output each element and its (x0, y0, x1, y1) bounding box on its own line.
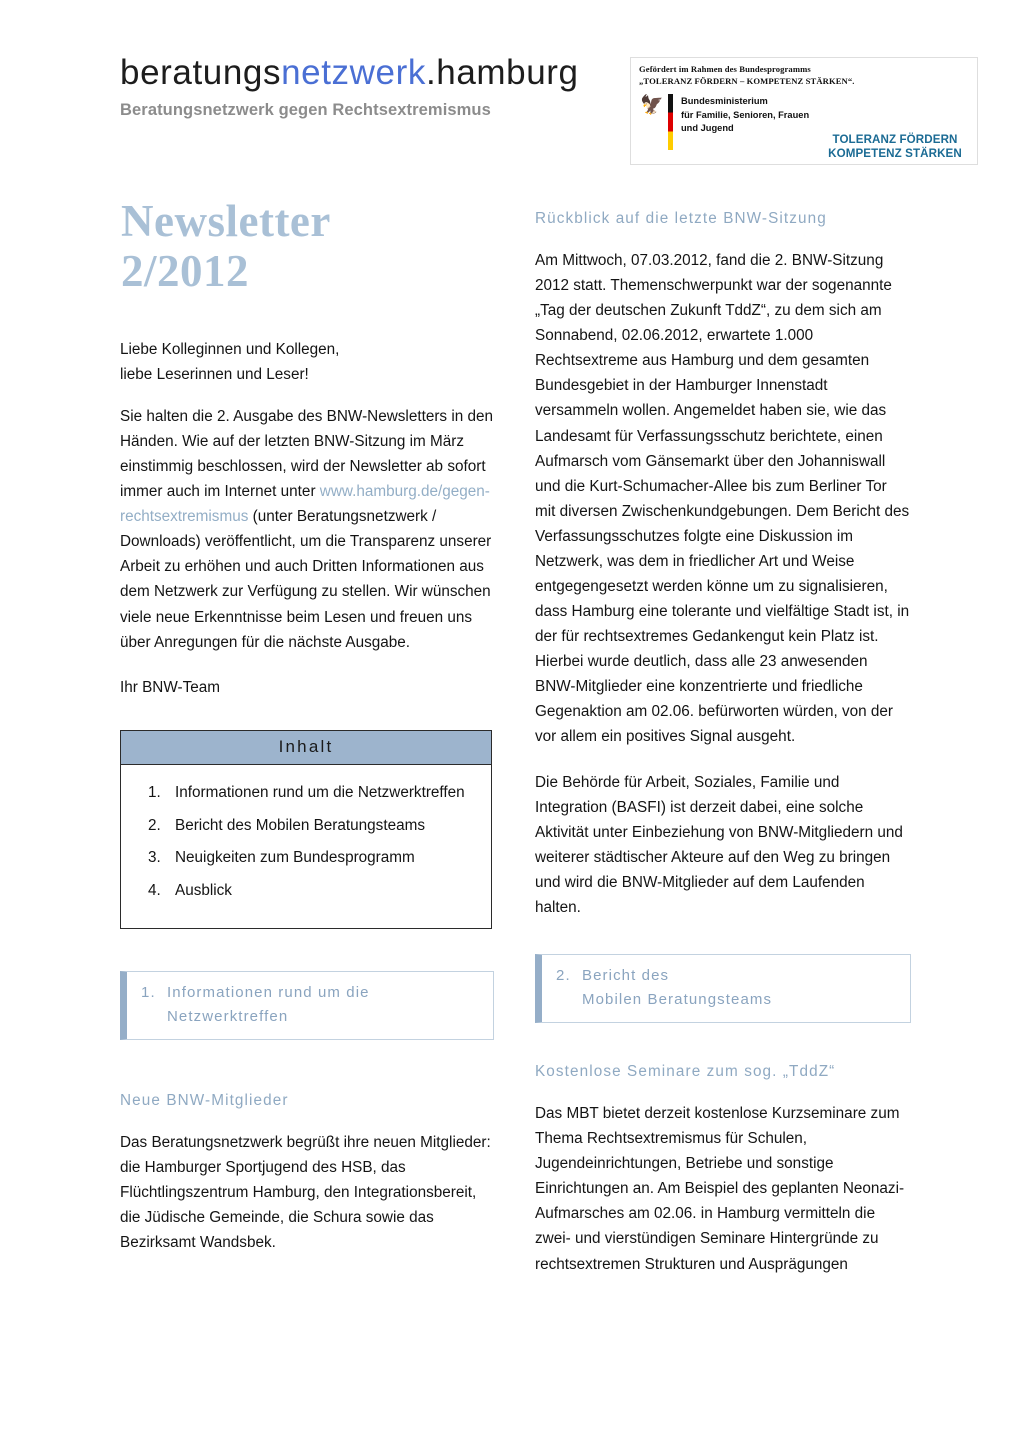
toc-item[interactable]: 1. Informationen rund um die Netzwerktreffen (165, 781, 477, 806)
ministry-name-line3: und Jugend (681, 123, 734, 134)
ministry-caption-line1: Gefördert im Rahmen des Bundesprogramms (639, 64, 811, 74)
brand-subtitle: Beratungsnetzwerk gegen Rechtsextremismus (120, 100, 491, 119)
people-chain-icon (819, 105, 971, 132)
toc-item[interactable]: 3. Neuigkeiten zum Bundesprogramm (165, 846, 477, 871)
subheading-seminare: Kostenlose Seminare zum sog. „TddZ“ (535, 1063, 836, 1081)
intro-text-before-link: Sie halten die 2. Ausgabe des BNW-Newsletters in den Händen. Wie auf der letzten BNW-Sitzung im März einstimmig beschlossen, wird der Newsletter ab sofort immer auch im Internet unter (120, 407, 494, 501)
section-2-title (582, 964, 900, 1012)
greeting-line1: Liebe Kolleginnen und Kollegen, (120, 340, 340, 358)
newsletter-title (121, 196, 494, 297)
section-heading-2 (535, 954, 911, 1023)
brand-logo (120, 55, 640, 120)
newsletter-title-line1: Newsletter (121, 196, 331, 246)
new-members-paragraph: Das Beratungsnetzwerk begrüßt ihre neuen Mitglieder: die Hamburger Sportjugend des HSB, das Flüchtlingszentrum Hamburg, den Integrationsbereit, die Jüdische Gemeinde, die Schura sowie das Bezirksamt Wandsbek. (120, 1133, 491, 1252)
rueckblick-paragraph-1: Am Mittwoch, 07.03.2012, fand die 2. BNW-Sitzung 2012 statt. Themenschwerpunkt war der sogenannte „Tag der deutschen Zukunft TddZ“, zu dem sich am Sonnabend, 02.06.2012, erwartete 1.000 Rechtsextreme aus Hamburg und dem gesamten Bundesgebiet in der Hamburger Innenstadt versammeln wollen. Angemeldet haben sie, wie das Landesamt für Verfassungsschutz berichtete, einen Aufmarsch vom Gänsemarkt über den Johanniswall und die Kurt-Schumacher-Allee bis zum Berliner Tor mit diversen Zwischenkundgebungen. Dem Bericht des Verfassungsschutzes folgte eine Diskussion im Netzwerk, was dem in friedlicher Art und Weise entgegengesetzt werden könne um zu signalisieren, dass Hamburg eine tolerante und vielfältige Stadt ist, in der für rechtsextremes Gedankengut kein Platz ist. Hierbei wurde deutlich, dass alle 23 anwesenden BNW-Mitglieder eine konzentrierte und friedliche Gegenaktion am 02.06. befürworten würden, von der vor allem ein positives Signal ausgeht. (535, 252, 910, 746)
seminare-paragraph: Das MBT bietet derzeit kostenlose Kurzseminare zum Thema Rechtsextremismus für Schulen, Jugendeinrichtungen, Betriebe und sonstige Einrichtungen an. Am Beispiel des geplanten Neonazi-Aufmarsches am 02.06. in Hamburg vermitteln die zwei- und vierstündigen Seminare Hintergründe zu rechtsextremen Strukturen und Ausprägungen (535, 1105, 905, 1273)
ministry-name-line2: für Familie, Senioren, Frauen (681, 109, 810, 120)
section-2-title-line2: Mobilen Beratungsteams (582, 991, 773, 1009)
toleranz-slogan-line1: TOLERANZ FÖRDERN (832, 133, 958, 147)
federal-eagle-icon (639, 94, 665, 115)
brand-title-part2: netzwerk (281, 53, 426, 92)
german-flag-bar-icon (668, 94, 673, 150)
ministry-name (681, 94, 809, 135)
ministry-name-line1: Bundesministerium (681, 96, 768, 107)
table-of-contents-list (121, 765, 491, 928)
table-of-contents-box (120, 730, 492, 929)
table-of-contents-heading: Inhalt (121, 731, 491, 765)
ministry-logo-block (630, 57, 978, 165)
ministry-caption-line2: „TOLERANZ FÖRDERN – KOMPETENZ STÄRKEN“. (639, 75, 855, 86)
brand-title-part3: .hamburg (425, 53, 579, 92)
intro-text-after-link: (unter Beratungsnetzwerk / Downloads) veröffentlicht, um die Transparenz unserer Arbeit zu erhöhen und auch Dritten Informationen aus dem Netzwerk zur Verfügung zu stellen. Wir wünschen viele neue Erkenntnisse beim Lesen und freuen uns über Anregungen für die nächste Ausgabe. (120, 508, 492, 651)
section-heading-1 (120, 971, 494, 1040)
left-column (120, 196, 494, 1275)
toleranz-slogan (819, 133, 971, 160)
section-2-number: 2. (556, 967, 571, 985)
subheading-new-members: Neue BNW-Mitglieder (120, 1091, 289, 1109)
section-1-title-line1: Informationen rund um die (167, 983, 370, 1001)
intro-paragraph (120, 404, 494, 655)
section-2-title-line1: Bericht des (582, 967, 670, 985)
eagle-glyph: 🦅 (640, 95, 664, 117)
page-header (0, 0, 1024, 190)
newsletter-title-line2: 2/2012 (121, 246, 250, 297)
hamburg-website-link[interactable]: www.hamburg.de/gegen-rechtsextremismus (120, 483, 490, 526)
signoff: Ihr BNW-Team (120, 678, 221, 696)
toc-item[interactable]: 2. Bericht des Mobilen Beratungsteams (165, 814, 477, 839)
brand-title (120, 55, 640, 92)
right-column (535, 210, 911, 1297)
section-1-number: 1. (141, 983, 156, 1001)
ministry-caption (639, 64, 969, 87)
rueckblick-paragraph-2: Die Behörde für Arbeit, Soziales, Familie und Integration (BASFI) ist derzeit dabei, eine solche Aktivität unter Einbeziehung von BNW-Mitgliedern und weiterer städtischer Akteure auf den Weg zu bringen und wird die BNW-Mitglieder auf dem Laufenden halten. (535, 773, 903, 916)
toc-item[interactable]: 4. Ausblick (165, 879, 477, 904)
greeting-line2: liebe Leserinnen und Leser! (120, 365, 309, 383)
greeting (120, 337, 494, 387)
toleranz-slogan-line2: KOMPETENZ STÄRKEN (828, 146, 962, 160)
brand-title-part1: beratungs (120, 53, 282, 92)
toleranz-foerdern-logo (819, 105, 971, 160)
subheading-rueckblick: Rückblick auf die letzte BNW-Sitzung (535, 210, 827, 227)
section-1-title-line2: Netzwerktreffen (167, 1007, 289, 1025)
section-1-title (167, 981, 483, 1029)
